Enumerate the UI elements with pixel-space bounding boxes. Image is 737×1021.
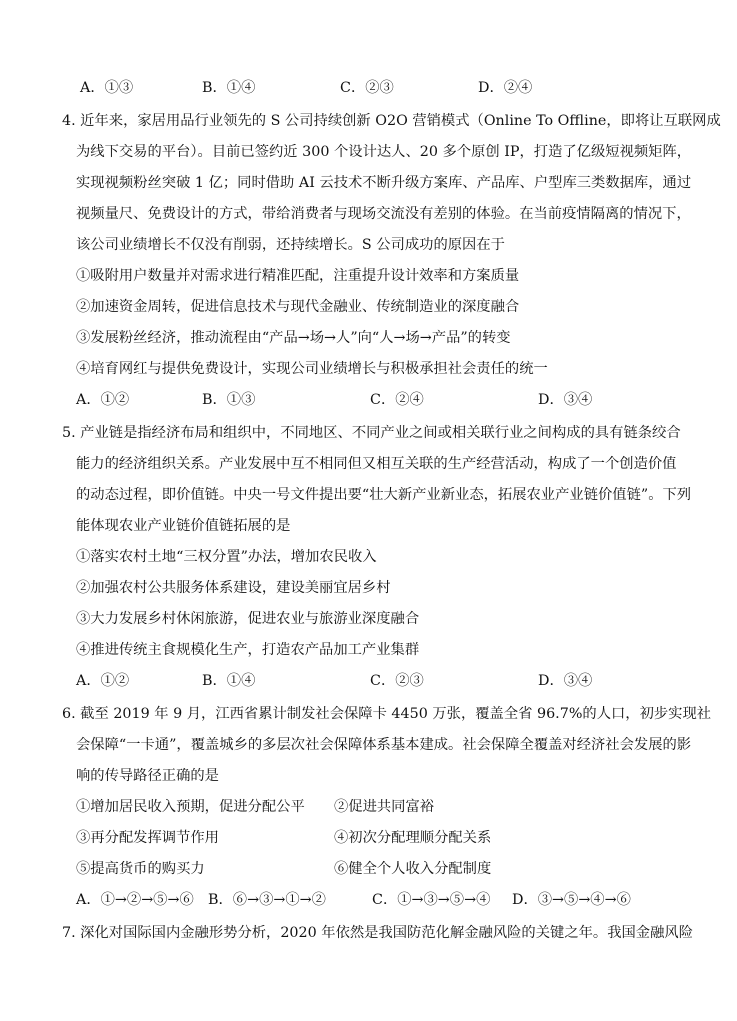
q5-statement: ②加强农村公共服务体系建设，建设美丽宜居乡村: [76, 580, 391, 596]
q6-statement: ①增加居民收入预期，促进分配公平: [76, 799, 305, 815]
q6-statement: ⑤提高货币的购买力: [76, 861, 205, 877]
q6-stem-line: 响的传导路径正确的是: [76, 768, 219, 784]
q4-stem-line: 实现视频粉丝突破 1 亿；同时借助 AI 云技术不断升级方案库、产品库、户型库三类数据库，通过: [76, 175, 692, 191]
q4-stem-line: 4. 近年来，家居用品行业领先的 S 公司持续创新 O2O 营销模式（Online To Offline，即将让互联网成: [62, 113, 721, 129]
q4-statement: ④培育网红与提供免费设计，实现公司业绩增长与积极承担社会责任的统一: [76, 361, 548, 377]
q6-option-d: D．③→⑤→④→⑥: [512, 892, 631, 908]
q5-option-a: A．①②: [76, 673, 130, 689]
q6-stem-line: 6. 截至 2019 年 9 月，江西省累计制发社会保障卡 4450 万张，覆盖全省 96.7%的人口，初步实现社: [62, 706, 712, 722]
q3-option-a: A．①③: [80, 80, 134, 96]
q4-stem-line: 该公司业绩增长不仅没有削弱，还持续增长。S 公司成功的原因在于: [76, 237, 505, 253]
q6-statement: ②促进共同富裕: [334, 799, 435, 815]
q6-statement: ④初次分配理顺分配关系: [334, 830, 492, 846]
q4-option-b: B．①③: [202, 392, 256, 408]
q4-statement: ②加速资金周转，促进信息技术与现代金融业、传统制造业的深度融合: [76, 299, 520, 315]
q4-stem-line: 为线下交易的平台）。目前已签约近 300 个设计达人、20 多个原创 IP，打造了亿级短视频矩阵，: [76, 144, 692, 160]
q5-option-b: B．①④: [202, 673, 256, 689]
q3-option-b: B．①④: [202, 80, 256, 96]
q4-option-d: D．③④: [538, 392, 593, 408]
q4-option-a: A．①②: [76, 392, 130, 408]
q6-option-b: B．⑥→③→①→②: [208, 892, 326, 908]
q4-stem-line: 视频量尺、免费设计的方式，带给消费者与现场交流没有差别的体验。在当前疫情隔离的情况下，: [76, 206, 691, 222]
q5-stem-line: 能体现农业产业链价值链拓展的是: [76, 518, 291, 534]
q3-option-c: C．②③: [340, 80, 394, 96]
q5-stem-line: 能力的经济组织关系。产业发展中互不相同但又相互关联的生产经营活动，构成了一个创造价值: [76, 456, 677, 472]
q5-option-d: D．③④: [538, 673, 593, 689]
q5-statement: ③大力发展乡村休闲旅游，促进农业与旅游业深度融合: [76, 611, 420, 627]
q7-stem-line: 7. 深化对国际国内金融形势分析，2020 年依然是我国防范化解金融风险的关键之年。我国金融风险: [62, 925, 693, 941]
q4-statement: ①吸附用户数量并对需求进行精准匹配，注重提升设计效率和方案质量: [76, 268, 520, 284]
q6-statement: ⑥健全个人收入分配制度: [334, 861, 492, 877]
q6-option-c: C．①→③→⑤→④: [372, 892, 491, 908]
q6-option-a: A．①→②→⑤→⑥: [76, 892, 194, 908]
q5-stem-line: 5. 产业链是指经济布局和组织中，不同地区、不同产业之间或相关联行业之间构成的具有链条绞合: [62, 425, 681, 441]
q5-statement: ④推进传统主食规模化生产，打造农产品加工产业集群: [76, 642, 420, 658]
q3-option-d: D．②④: [478, 80, 533, 96]
q5-statement: ①落实农村土地“三权分置”办法，增加农民收入: [76, 549, 377, 565]
q4-statement: ③发展粉丝经济，推动流程由“产品→场→人”向“人→场→产品”的转变: [76, 330, 511, 346]
q4-option-c: C．②④: [370, 392, 424, 408]
q5-option-c: C．②③: [370, 673, 424, 689]
q6-stem-line: 会保障“一卡通”，覆盖城乡的多层次社会保障体系基本建成。社会保障全覆盖对经济社会发展的影: [76, 737, 692, 753]
q6-statement: ③再分配发挥调节作用: [76, 830, 219, 846]
q5-stem-line: 的动态过程，即价值链。中央一号文件提出要“壮大新产业新业态，拓展农业产业链价值链”。下列: [76, 487, 692, 503]
